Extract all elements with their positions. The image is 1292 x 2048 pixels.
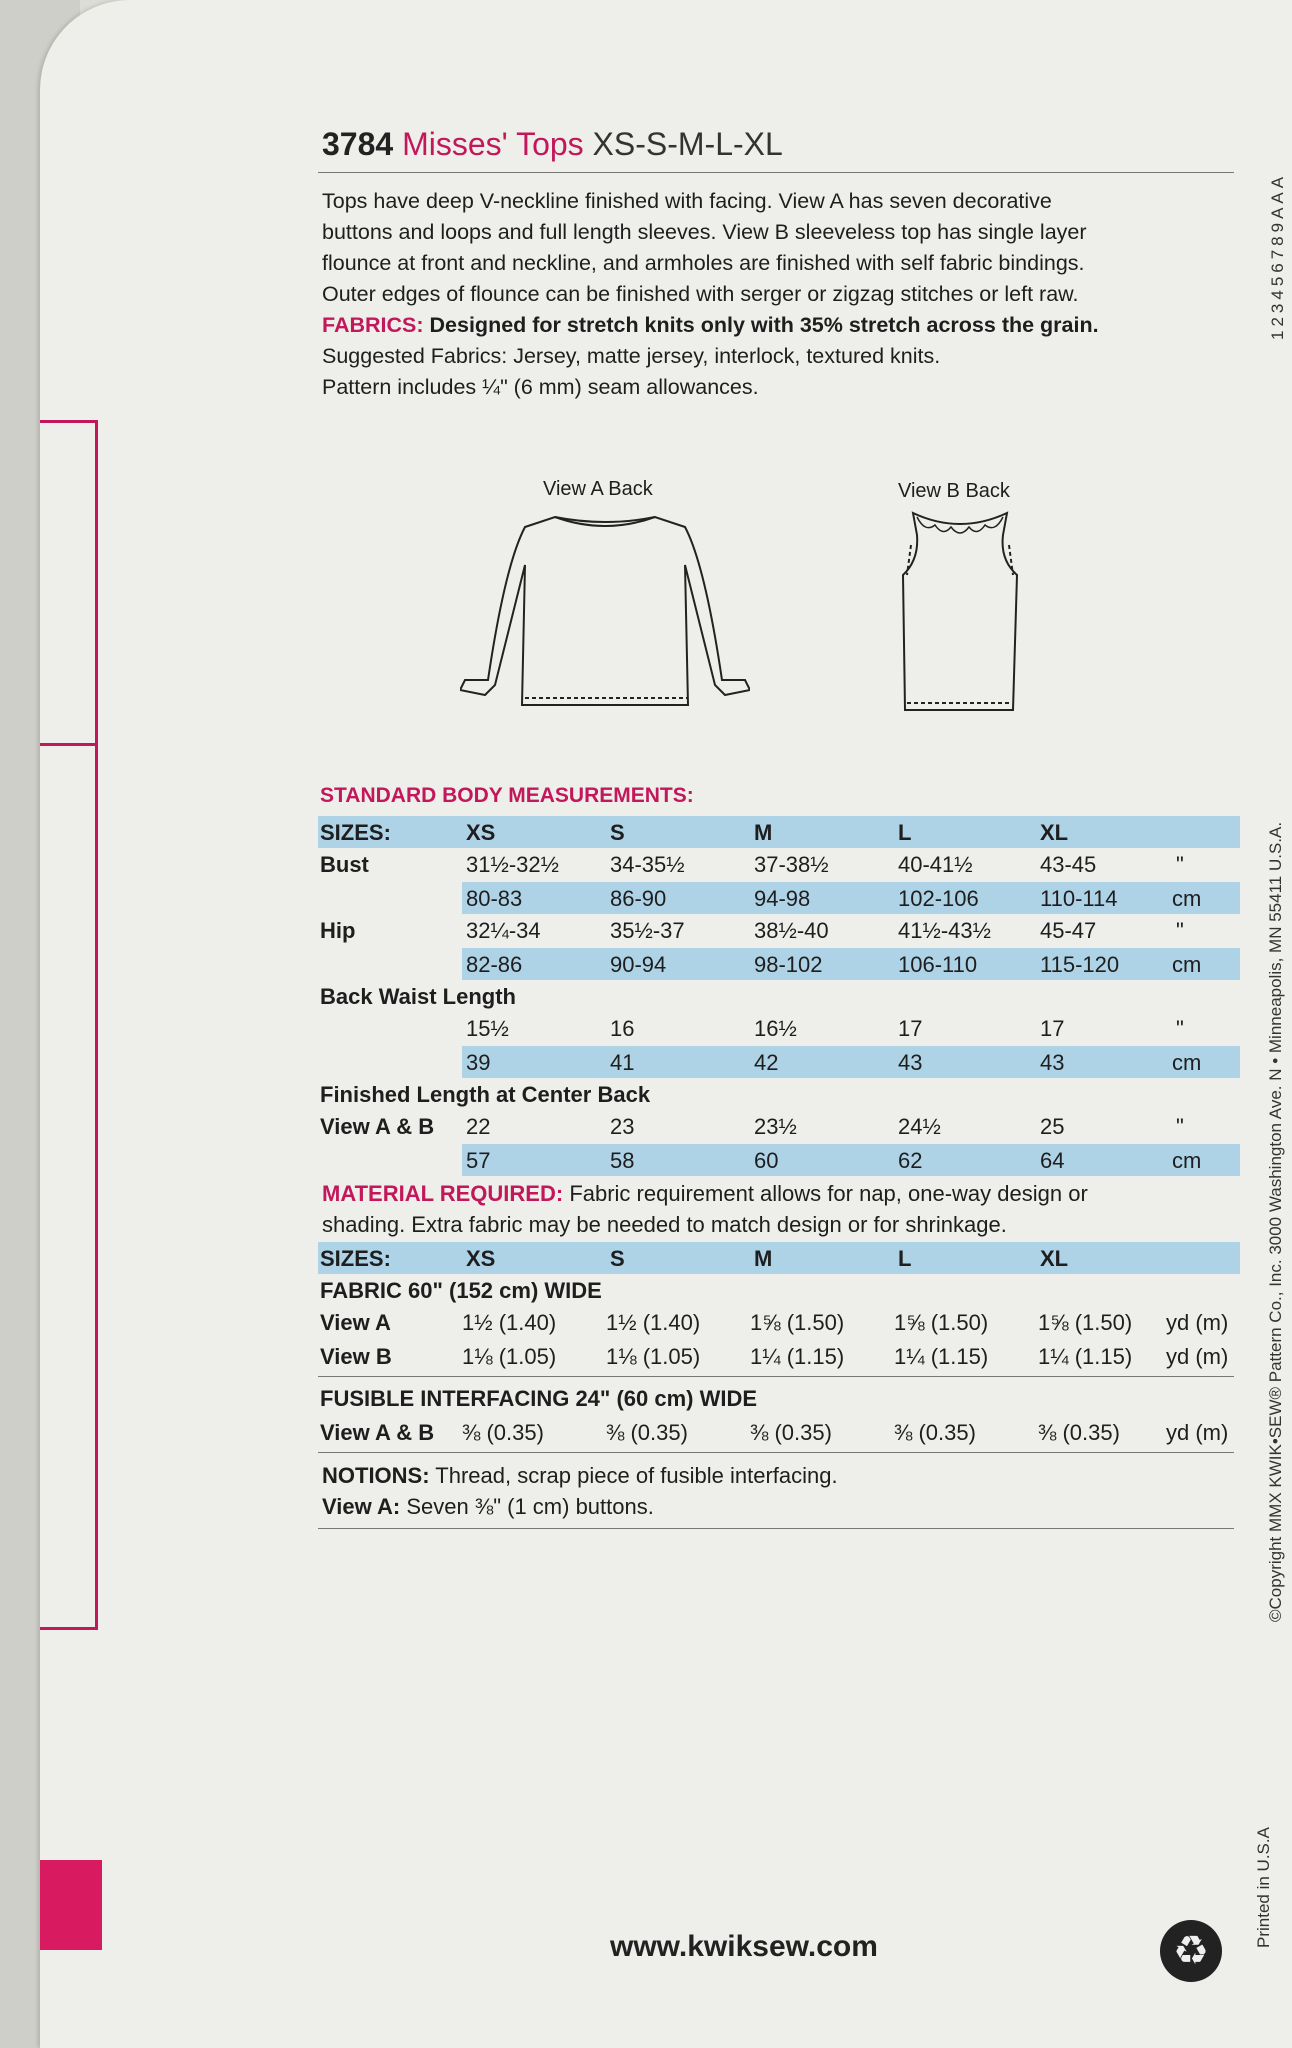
description-line: Tops have deep V-neckline finished with facing. View A has seven decorative	[322, 189, 1052, 213]
notions-view-a-line	[322, 1491, 1242, 1522]
view-b-fabric-row	[318, 1340, 1240, 1372]
view-a-back-illustration	[460, 505, 750, 715]
table-cell: ⅜ (0.35)	[606, 1420, 688, 1445]
size-xs: XS	[466, 1246, 496, 1271]
material-required	[322, 1178, 1242, 1240]
section-rule	[318, 1452, 1234, 1453]
table-cell: 41	[610, 1050, 635, 1075]
fabrics-label: FABRICS:	[322, 313, 424, 337]
fabric-width-heading: FABRIC 60" (152 cm) WIDE	[320, 1278, 602, 1303]
material-sizes-row	[318, 1242, 1240, 1274]
table-cell: 60	[754, 1148, 779, 1173]
table-cell: 94-98	[754, 886, 811, 911]
back-waist-label: Back Waist Length	[320, 984, 516, 1009]
table-cell: 38½-40	[754, 918, 829, 943]
size-s: S	[610, 1246, 625, 1271]
interfacing-row	[318, 1416, 1240, 1448]
suggested-fabrics: Suggested Fabrics: Jersey, matte jersey, interlock, textured knits.	[322, 344, 941, 368]
table-cell: 23½	[754, 1114, 797, 1139]
unit-cm: cm	[1172, 952, 1202, 977]
notions-view-a-text: Seven ⅜" (1 cm) buttons.	[406, 1494, 654, 1519]
table-cell: 1⅛ (1.05)	[606, 1344, 701, 1369]
body-measurements-heading: STANDARD BODY MEASUREMENTS:	[320, 784, 694, 807]
table-cell: ⅜ (0.35)	[894, 1420, 976, 1445]
unit-yd-m: yd (m)	[1166, 1344, 1229, 1369]
table-cell: 1⅛ (1.05)	[462, 1344, 557, 1369]
material-label: MATERIAL REQUIRED:	[322, 1181, 564, 1206]
table-cell: 22	[466, 1114, 491, 1139]
fabrics-line	[322, 310, 1242, 341]
table-cell: 86-90	[610, 886, 667, 911]
table-cell: 110-114	[1040, 886, 1118, 911]
unit-cm: cm	[1172, 1050, 1202, 1075]
table-cell: 41½-43½	[898, 918, 991, 943]
view-a-fabric-row	[318, 1306, 1240, 1338]
view-a-label: View A	[320, 1310, 391, 1335]
finished-in-row	[318, 1110, 1240, 1142]
table-cell: 16	[610, 1016, 635, 1041]
size-s: S	[610, 820, 625, 845]
unit-yd-m: yd (m)	[1166, 1310, 1229, 1335]
view-b-label: View B Back	[898, 480, 1010, 502]
description-line: buttons and loops and full length sleeves. View B sleeveless top has single layer	[322, 220, 1087, 244]
material-line: shading. Extra fabric may be needed to match design or for shrinkage.	[322, 1212, 1007, 1237]
table-cell: 17	[1040, 1016, 1065, 1041]
notions	[322, 1460, 1242, 1522]
section-rule	[318, 1376, 1234, 1377]
recycle-icon: ♻	[1160, 1920, 1222, 1982]
table-cell: 82-86	[466, 952, 523, 977]
description	[322, 186, 1242, 403]
table-cell: 62	[898, 1148, 923, 1173]
fabrics-text: Designed for stretch knits only with 35% stretch across the grain.	[429, 313, 1099, 337]
table-cell: 40-41½	[898, 852, 973, 877]
table-cell: 32¼-34	[466, 918, 541, 943]
table-cell: 17	[898, 1016, 923, 1041]
front-cover-edge	[40, 420, 98, 1630]
table-cell: 39	[466, 1050, 491, 1075]
material-line	[322, 1178, 1242, 1209]
table-cell: ⅜ (0.35)	[462, 1420, 544, 1445]
table-cell: 1¼ (1.15)	[750, 1344, 845, 1369]
sizes-label: SIZES:	[320, 1246, 391, 1271]
size-l: L	[898, 1246, 912, 1271]
view-ab-label: View A & B	[320, 1420, 435, 1445]
bust-label: Bust	[320, 852, 369, 877]
table-cell: 43	[898, 1050, 923, 1075]
pattern-title	[322, 126, 783, 163]
table-cell: 58	[610, 1148, 635, 1173]
view-a-label: View A Back	[543, 478, 653, 500]
material-text: Fabric requirement allows for nap, one-way design or	[569, 1181, 1088, 1206]
finished-length-label: Finished Length at Center Back	[320, 1082, 651, 1107]
pattern-name: Misses' Tops	[402, 126, 584, 162]
table-cell: 115-120	[1040, 952, 1120, 977]
pattern-number: 3784	[322, 126, 394, 162]
interfacing-heading: FUSIBLE INTERFACING 24" (60 cm) WIDE	[320, 1386, 758, 1411]
printed-in: Printed in U.S.A	[1254, 1827, 1273, 1948]
table-cell: 1⅝ (1.50)	[1038, 1310, 1133, 1335]
table-cell: 102-106	[898, 886, 979, 911]
table-cell: 15½	[466, 1016, 509, 1041]
unit-inches: "	[1176, 852, 1184, 877]
size-xs: XS	[466, 820, 496, 845]
finished-view-label: View A & B	[320, 1114, 435, 1139]
table-cell: 43-45	[1040, 852, 1097, 877]
sizes-header-row	[318, 816, 1240, 848]
unit-inches: "	[1176, 1114, 1184, 1139]
table-cell: 37-38½	[754, 852, 829, 877]
unit-inches: "	[1176, 918, 1184, 943]
size-xl: XL	[1040, 820, 1069, 845]
description-line: Outer edges of flounce can be finished with serger or zigzag stitches or left raw.	[322, 282, 1079, 306]
bust-cm-row	[462, 882, 1240, 914]
interfacing-heading-row	[318, 1382, 1240, 1414]
table-cell: 31½-32½	[466, 852, 559, 877]
bust-in-row	[318, 848, 1240, 880]
table-cell: 106-110	[898, 952, 978, 977]
table-cell: 98-102	[754, 952, 823, 977]
seam-allowance: Pattern includes ¼" (6 mm) seam allowances.	[322, 375, 759, 399]
unit-cm: cm	[1172, 886, 1202, 911]
notions-text: Thread, scrap piece of fusible interfacing.	[435, 1463, 838, 1488]
table-cell: ⅜ (0.35)	[750, 1420, 832, 1445]
table-cell: 1½ (1.40)	[462, 1310, 557, 1335]
table-cell: 80-83	[466, 886, 523, 911]
website-url: www.kwiksew.com	[610, 1930, 878, 1963]
table-cell: 25	[1040, 1114, 1065, 1139]
table-cell: 45-47	[1040, 918, 1097, 943]
table-cell: 16½	[754, 1016, 797, 1041]
size-xl: XL	[1040, 1246, 1069, 1271]
view-b-label: View B	[320, 1344, 392, 1369]
unit-yd-m: yd (m)	[1166, 1420, 1229, 1445]
description-line: flounce at front and neckline, and armholes are finished with self fabric bindings.	[322, 251, 1085, 275]
table-cell: 90-94	[610, 952, 667, 977]
finished-heading-row	[318, 1078, 1240, 1110]
notions-label: NOTIONS:	[322, 1463, 430, 1488]
size-l: L	[898, 820, 912, 845]
size-m: M	[754, 1246, 773, 1271]
table-cell: 64	[1040, 1148, 1065, 1173]
back-waist-heading-row	[318, 980, 1240, 1012]
hip-cm-row	[462, 948, 1240, 980]
table-cell: 24½	[898, 1114, 941, 1139]
title-rule	[318, 172, 1234, 173]
size-m: M	[754, 820, 773, 845]
sizes-label: SIZES:	[320, 820, 391, 845]
pattern-sizes: XS-S-M-L-XL	[592, 126, 783, 162]
table-cell: 23	[610, 1114, 635, 1139]
notions-view-a-label: View A:	[322, 1494, 401, 1519]
table-cell: 57	[466, 1148, 491, 1173]
table-cell: ⅜ (0.35)	[1038, 1420, 1120, 1445]
table-cell: 1¼ (1.15)	[894, 1344, 989, 1369]
table-cell: 1⅝ (1.50)	[894, 1310, 989, 1335]
table-cell: 43	[1040, 1050, 1065, 1075]
table-cell: 1⅝ (1.50)	[750, 1310, 845, 1335]
back-waist-cm-row	[462, 1046, 1240, 1078]
view-b-back-illustration	[895, 505, 1025, 715]
pink-corner	[40, 1860, 102, 1950]
back-waist-in-row	[318, 1012, 1240, 1044]
hip-label: Hip	[320, 918, 356, 943]
hip-in-row	[318, 914, 1240, 946]
section-rule	[318, 1528, 1234, 1529]
table-cell: 34-35½	[610, 852, 685, 877]
notions-line	[322, 1460, 1242, 1491]
fabric-heading-row	[318, 1274, 1240, 1306]
print-code: 123456789AAA	[1268, 172, 1287, 340]
table-cell: 1¼ (1.15)	[1038, 1344, 1133, 1369]
unit-inches: "	[1176, 1016, 1184, 1041]
table-cell: 1½ (1.40)	[606, 1310, 701, 1335]
copyright-notice: ©Copyright MMX KWIK•SEW® Pattern Co., Inc. 3000 Washington Ave. N • Minneapolis, MN 55411 U.S.A.	[1266, 821, 1285, 1622]
table-cell: 35½-37	[610, 918, 685, 943]
finished-cm-row	[462, 1144, 1240, 1176]
unit-cm: cm	[1172, 1148, 1202, 1173]
table-cell: 42	[754, 1050, 779, 1075]
